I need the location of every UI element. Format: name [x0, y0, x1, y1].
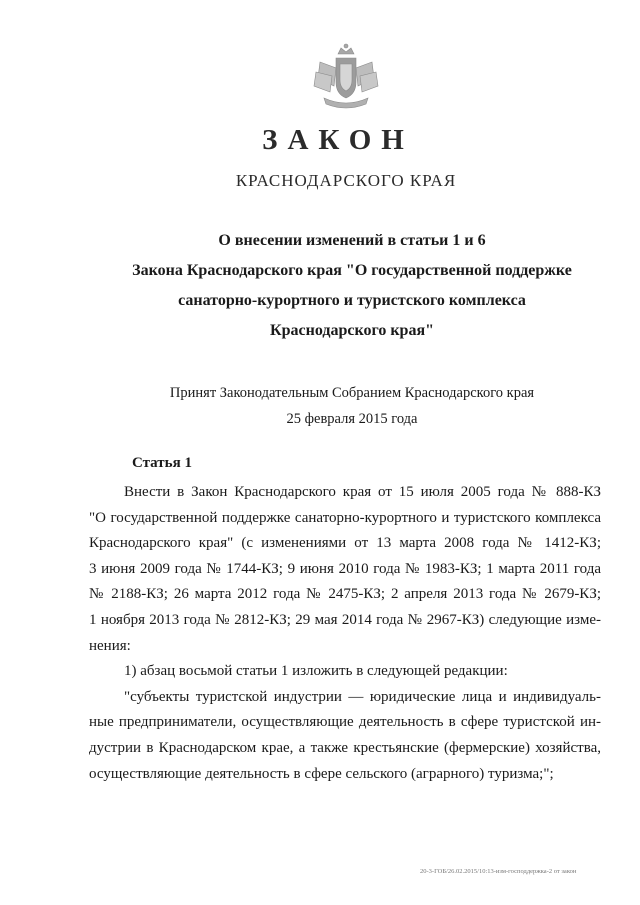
document-heading	[96, 226, 608, 346]
law-subtitle: КРАСНОДАРСКОГО КРАЯ	[235, 171, 457, 190]
footer-stamp: 20-3-ГОБ/26.02.2015/10:13-изм-господдержка-2 от закон	[420, 868, 577, 875]
article-body	[89, 480, 601, 787]
body-line: 1 ноября 2013 года № 2812-КЗ; 29 мая 2014 года № 2967-КЗ) следующие изме-	[89, 611, 601, 628]
heading-line: О внесении изменений в статьи 1 и 6	[218, 232, 486, 249]
adoption-info	[96, 380, 608, 432]
body-line: дустрии в Краснодарском крае, а также крестьянские (фермерские) хозяйства,	[89, 739, 601, 756]
coat-of-arms-icon	[310, 42, 382, 114]
body-line: осуществляющие деятельность в сфере сельского (аграрного) туризма;";	[89, 765, 554, 782]
body-line: № 2188-КЗ; 26 марта 2012 года № 2475-КЗ; 2 апреля 2013 года № 2679-КЗ;	[89, 586, 601, 603]
body-line: 1) абзац восьмой статьи 1 изложить в следующей редакции:	[124, 663, 508, 680]
body-line: Краснодарского края" (с изменениями от 13 марта 2008 года № 1412-КЗ;	[89, 535, 601, 552]
body-line: "О государственной поддержке санаторно-курортного и туристского комплекса	[89, 509, 601, 526]
adoption-body: Принят Законодательным Собранием Краснодарского края	[169, 385, 535, 401]
body-line: "субъекты туристской индустрии — юридические лица и индивидуаль-	[124, 688, 601, 705]
heading-line: санаторно-курортного и туристского комплекса	[178, 292, 526, 309]
article-title: Статья 1	[132, 455, 192, 471]
body-line: нения:	[89, 637, 131, 654]
body-line: Внести в Закон Краснодарского края от 15 июля 2005 года № 888-КЗ	[124, 484, 601, 500]
body-line: 3 июня 2009 года № 1744-КЗ; 9 июня 2010 года № 1983-КЗ; 1 марта 2011 года	[89, 560, 601, 577]
adoption-date: 25 февраля 2015 года	[286, 411, 418, 427]
law-title: ЗАКОН	[262, 124, 414, 156]
heading-line: Краснодарского края"	[270, 322, 434, 339]
body-line: ные предприниматели, осуществляющие деятельность в сфере туристской ин-	[89, 714, 601, 731]
heading-line: Закона Краснодарского края "О государственной поддержке	[132, 262, 572, 279]
